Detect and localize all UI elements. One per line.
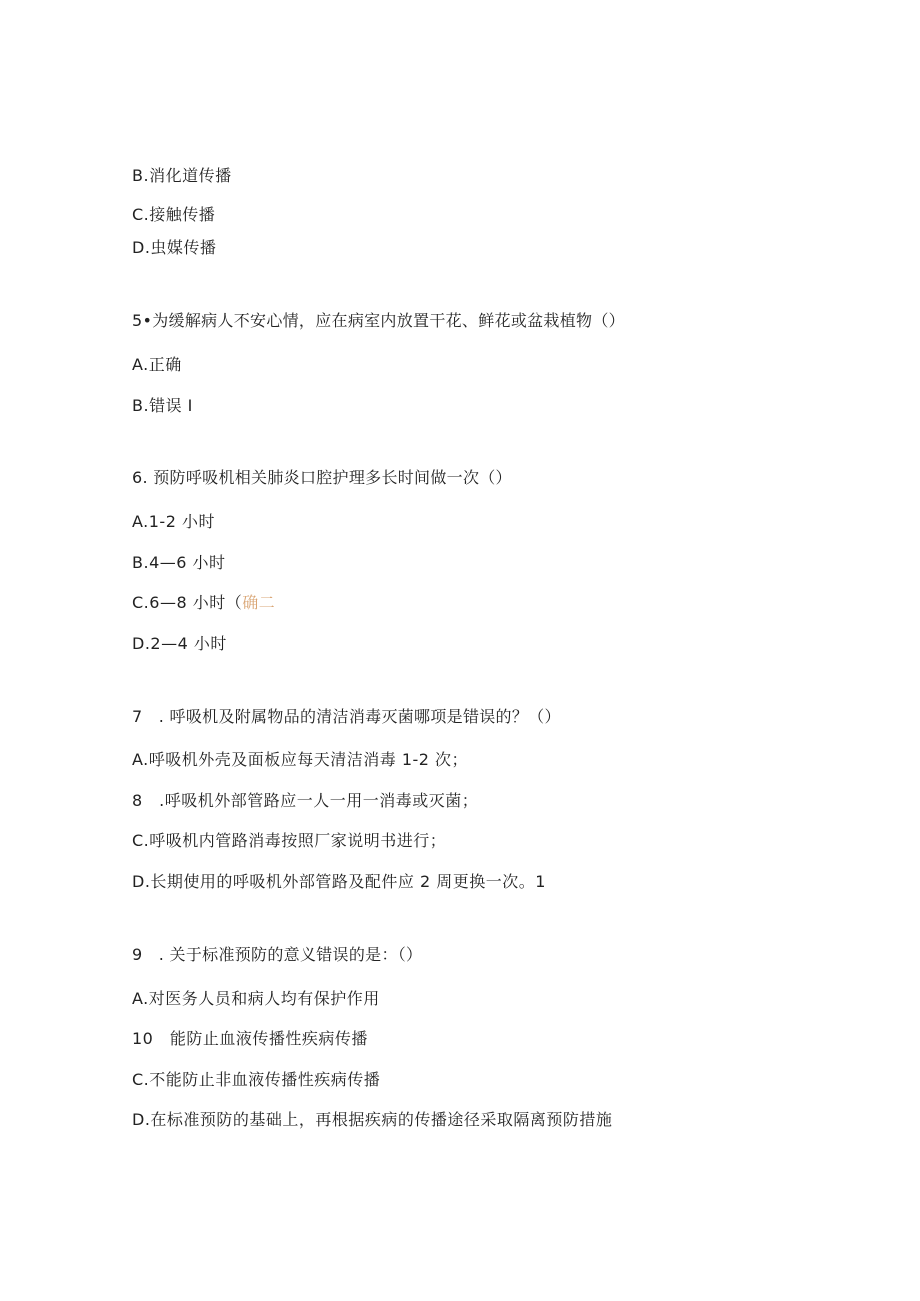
question-7-option-d: D.长期使用的呼吸机外部管路及配件应 2 周更换一次。1 (132, 872, 546, 891)
question-5: 5•为缓解病人不安心情，应在病室内放置干花、鲜花或盆栽植物（） (132, 311, 625, 330)
question-6-option-c-text: C.6—8 小时（ (132, 593, 243, 612)
option-b-digestive-transmission: B.消化道传播 (132, 166, 232, 185)
question-9-option-d: D.在标准预防的基础上，再根据疾病的传播途径采取隔离预防措施 (132, 1110, 613, 1129)
question-6: 6. 预防呼吸机相关肺炎口腔护理多长时间做一次（） (132, 468, 512, 487)
question-6-option-c (132, 592, 275, 614)
question-7-option-b: 8 .呼吸机外部管路应一人一用一消毒或灭菌； (132, 791, 479, 810)
option-c-contact-transmission: C.接触传播 (132, 205, 216, 224)
question-9-option-b: 10 能防止血液传播性疾病传播 (132, 1029, 368, 1048)
question-5-option-b: B.错误 I (132, 396, 193, 415)
question-6-option-a: A.1-2 小时 (132, 512, 215, 531)
question-9-option-c: C.不能防止非血液传播性疾病传播 (132, 1070, 381, 1089)
question-9-option-a: A.对医务人员和病人均有保护作用 (132, 989, 380, 1008)
question-6-option-d: D.2—4 小时 (132, 634, 227, 653)
option-d-vector-transmission: D.虫媒传播 (132, 238, 217, 257)
question-5-option-a: A.正确 (132, 355, 182, 374)
question-6-option-b: B.4—6 小时 (132, 553, 226, 572)
question-7: 7 . 呼吸机及附属物品的清洁消毒灭菌哪项是错误的？（） (132, 707, 561, 726)
question-9: 9 . 关于标准预防的意义错误的是：（） (132, 945, 423, 964)
question-7-option-c: C.呼吸机内管路消毒按照厂家说明书进行； (132, 831, 447, 850)
handwritten-answer-note: 确二 (242, 593, 276, 612)
question-7-option-a: A.呼吸机外壳及面板应每天清洁消毒 1-2 次； (132, 750, 469, 769)
